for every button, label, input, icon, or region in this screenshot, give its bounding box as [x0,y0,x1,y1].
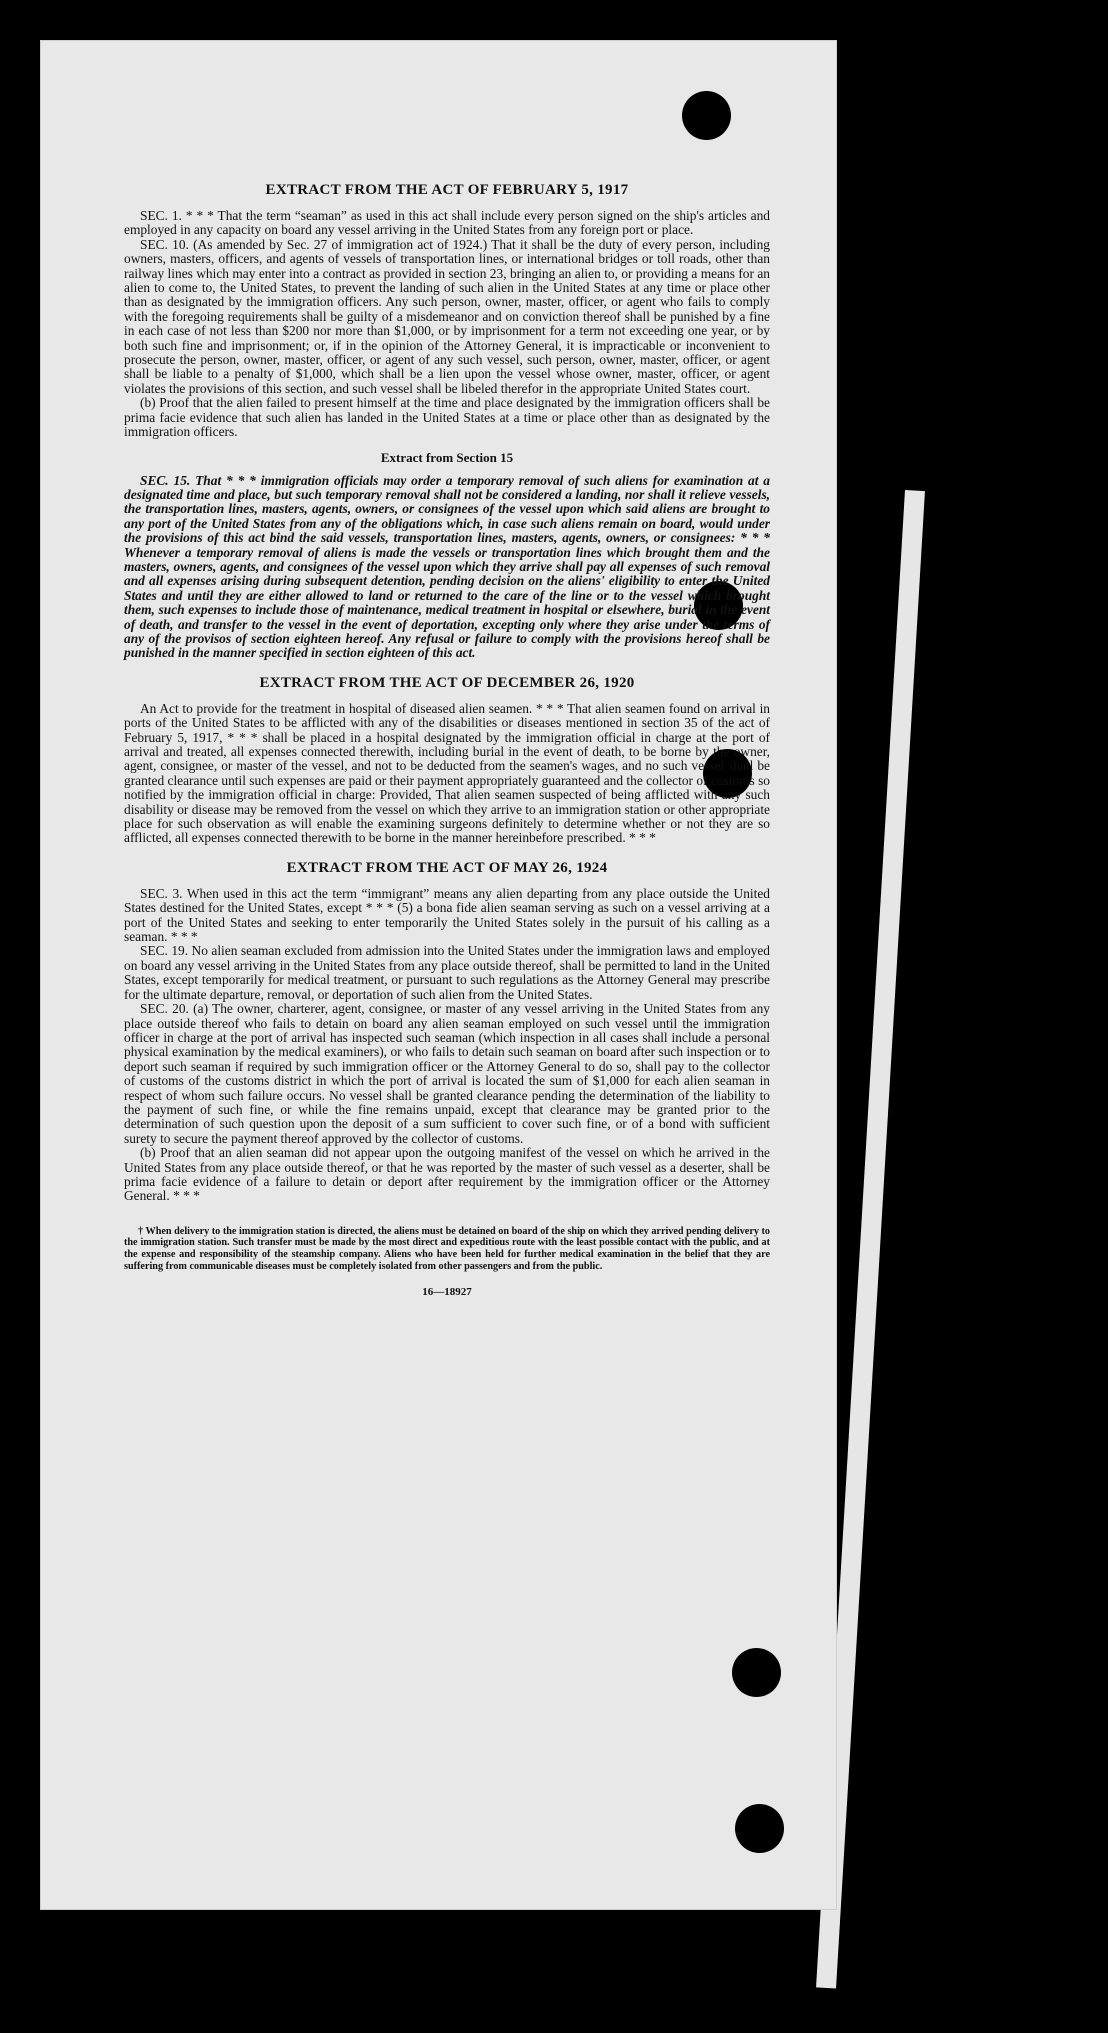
heading-1917: EXTRACT FROM THE ACT OF FEBRUARY 5, 1917 [265,182,629,198]
section-1: SEC. 1. * * * That the term “seaman” as used in this act shall include every person signed on the ship's articles and employed in any capacity on board any vessel arriving in the United States from any foreign port or place. [124,208,770,238]
heading-1920: EXTRACT FROM THE ACT OF DECEMBER 26, 1920 [259,674,635,691]
form-number: 16—18927 [422,1286,472,1299]
section-10-b: (b) Proof that the alien failed to present himself at the time and place designated by the immigration officers shall be prima facie evidence that such alien has landed in the United States at a time or place other than as designated by the immigration officers. [124,395,770,440]
punch-hole [735,1804,784,1853]
section-15: SEC. 15. That * * * immigration officials may order a temporary removal of such aliens for examination at a designated time and place, but such temporary removal shall not be considered a landing, nor shall it relieve vessels, the transportation lines, masters, agents, owners, or consignees of the vessel upon which said aliens are brought to any port of the United States from any of the obligations which, in case such aliens remain on board, would under the provisions of this act bind the said vessels, transportation lines, masters, agents, owners, or consignees: * * * Whenever a temporary removal of aliens is made the vessels or transportation lines which brought them and the masters, owners, agents, and consignees of the vessel upon which they arrive shall pay all expenses of such removal and all expenses arising during subsequent detention, pending decision on the aliens' eligibility to enter the United States and until they are either allowed to land or returned to the care of the line or to the vessel which brought them, such expenses to include those of maintenance, medical treatment in hospital or elsewhere, burial in the event of death, and transfer to the vessel in the event of deportation, excepting only where they arise under the terms of any of the provisos of section eighteen hereof. Any refusal or failure to comply with the provisions hereof shall be punished in the manner specified in section eighteen of this act. [124,472,770,661]
punch-hole [682,91,731,140]
document-body [124,182,770,1298]
section-10: SEC. 10. (As amended by Sec. 27 of immigration act of 1924.) That it shall be the duty of every person, including owners, masters, officers, and agents of vessels of transportation lines, or international bridges or toll roads, other than railway lines which may enter into a contract as provided in section 23, bringing an alien to, or providing a means for an alien to come to, the United States, to prevent the landing of such alien in the United States at any time or place other than as designated by the immigration officers. Any such person, owner, master, officer, or agent who fails to comply with the foregoing requirements shall be guilty of a misdemeanor and on conviction thereof shall be punished by a fine in each case of not less than $200 nor more than $1,000, or by imprisonment for a term not exceeding one year, or by both such fine and imprisonment; or, if in the opinion of the Attorney General, it is impracticable or inconvenient to prosecute the person, owner, master, officer, or agent of any such vessel, such person, owner, master, officer, or agent shall be liable to a penalty of $1,000, which shall be a lien upon the vessel whose owner, master, officer, or agent violates the provisions of this section, and such vessel shall be libeled therefor in the appropriate United States court. [124,236,770,396]
section-19: SEC. 19. No alien seaman excluded from admission into the United States under the immigration laws and employed on board any vessel arriving in the United States from any place outside thereof, shall be permitted to land in the United States, except temporarily for medical treatment, or pursuant to such regulations as the Attorney General may prescribe for the ultimate departure, removal, or deportation of such alien from the United States. [124,943,770,1002]
section-3: SEC. 3. When used in this act the term “immigrant” means any alien departing from any place outside the United States destined for the United States, except * * * (5) a bona fide alien seaman serving as such on a vessel arriving at a port of the United States and seeking to enter temporarily the United States solely in the pursuit of his calling as a seaman. * * * [124,885,770,945]
heading-1924: EXTRACT FROM THE ACT OF MAY 26, 1924 [286,859,608,876]
punch-hole [732,1648,781,1697]
heading-section-15: Extract from Section 15 [380,449,514,465]
footnote: † When delivery to the immigration station is directed, the aliens must be detained on board of the ship on which they arrived pending delivery to the immigration station. Such transfer must be made by the most direct and expeditious route with the least possible contact with the public, and at the expense and responsibility of the steamship company. Aliens who have been held for further medical examination in the belief that they are suffering from communicable diseases must be completely isolated from other passengers and from the public. [124,1225,770,1272]
section-20-a: SEC. 20. (a) The owner, charterer, agent, consignee, or master of any vessel arriving in the United States from any place outside thereof who fails to detain on board any alien seaman employed on such vessel until the immigration officer in charge at the port of arrival has inspected such seaman (which inspection in all cases shall include a personal physical examination by the medical examiners), or who fails to detain such seaman on board after such inspection or to deport such seaman if required by such immigration officer or the Attorney General to do so, shall pay to the collector of customs of the customs district in which the port of arrival is located the sum of $1,000 for each alien seaman in respect of whom such failure occurs. No vessel shall be granted clearance pending the determination of the liability to the payment of such fine, or while the fine remains unpaid, except that clearance may be granted prior to the determination of such question upon the deposit of a sum sufficient to cover such fine, or of a bond with sufficient surety to secure the payment thereof approved by the collector of customs. [124,1001,770,1146]
document-page [40,40,837,1910]
section-20-b: (b) Proof that an alien seaman did not appear upon the outgoing manifest of the vessel on which he arrived in the United States from any place outside thereof, or that he was reported by the master of such vessel as a deserter, shall be prima facie evidence of a failure to detain or deport after requirement by the immigration officer or the Attorney General. * * * [124,1145,770,1204]
footnote-block [124,1226,770,1272]
act-1920: An Act to provide for the treatment in hospital of diseased alien seamen. * * * That alien seamen found on arrival in ports of the United States to be afflicted with any of the disabilities or diseases mentioned in section 35 of the act of February 5, 1917, * * * shall be placed in a hospital designated by the immigration official in charge at the port of arrival and treated, all expenses connected therewith, including burial in the event of death, to be borne by the owner, agent, consignee, or master of the vessel, and not to be deducted from the seamen's wages, and no such vessel shall be granted clearance until such expenses are paid or their payment appropriately guaranteed and the collector of customs so notified by the immigration official in charge: Provided, That alien seamen suspected of being afflicted with any such disability or disease may be removed from the vessel on which they arrive to an immigration station or other appropriate place for such observation as will enable the examining surgeons definitely to determine whether or not they are so afflicted, all expenses connected therewith to be borne in the manner hereinbefore prescribed. * * * [124,700,770,846]
